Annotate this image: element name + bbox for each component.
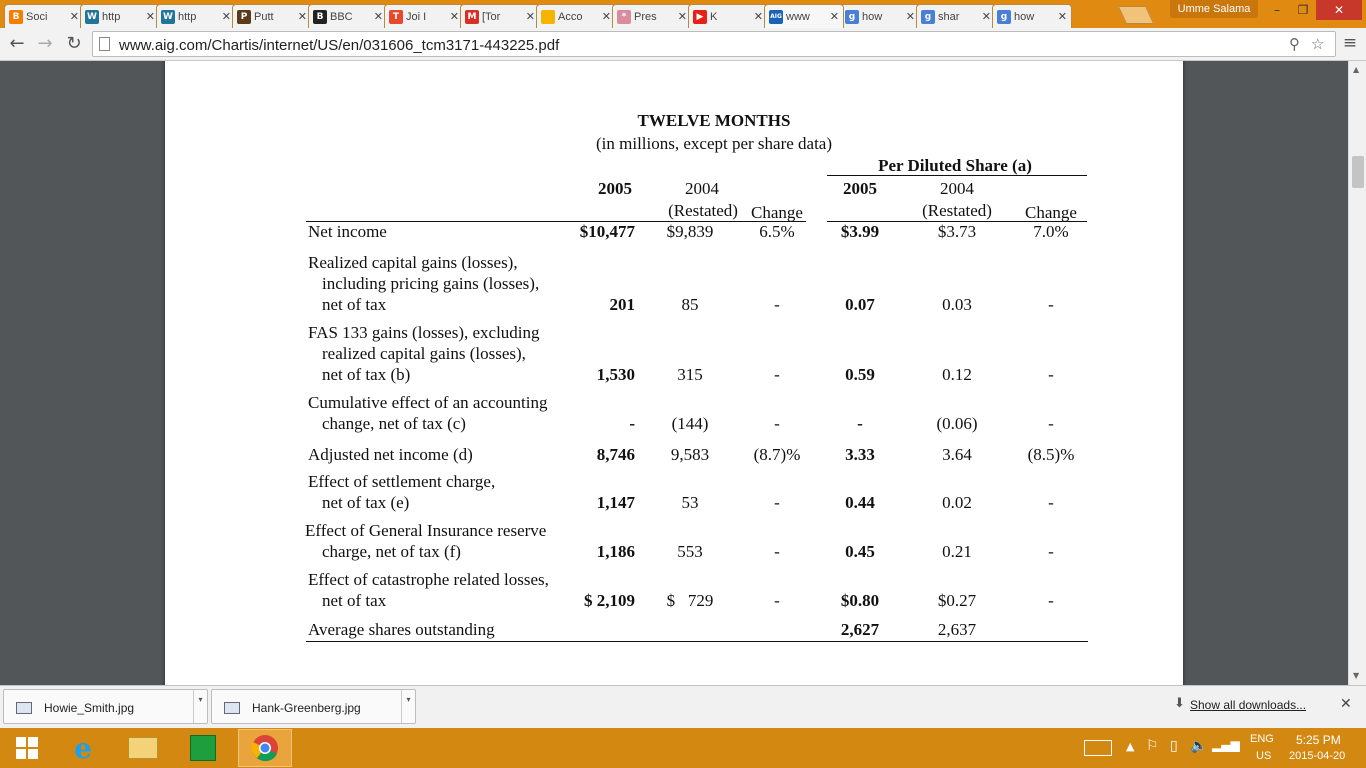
vertical-scrollbar[interactable] (1348, 61, 1366, 685)
keyboard-icon[interactable] (1084, 740, 1112, 756)
cell-ps-change: (8.5)% (1027, 445, 1075, 464)
address-bar[interactable] (92, 31, 1336, 57)
cell-ps-change: - (1048, 365, 1054, 384)
browser-tab[interactable] (460, 4, 540, 28)
browser-tab[interactable] (156, 4, 236, 28)
clock-time[interactable]: 5:25 PM (1296, 733, 1341, 747)
close-tab-icon[interactable]: ✕ (753, 10, 763, 23)
browser-tab[interactable] (840, 4, 920, 28)
wordpress-icon: W (85, 10, 99, 24)
cell-2005: $ 2,109 (584, 591, 635, 610)
cell-ps-2005: 0.07 (845, 295, 875, 314)
col-ps-change: Change (1025, 203, 1077, 222)
new-tab-button[interactable] (1118, 6, 1154, 24)
start-button[interactable] (0, 729, 54, 767)
chrome-logo-icon (251, 734, 279, 762)
cell-ps-2004: 0.02 (942, 493, 972, 512)
cell-2005: $10,477 (579, 222, 635, 241)
tab-title: http (102, 10, 121, 23)
cell-change: - (774, 493, 780, 512)
cell-change: - (774, 295, 780, 314)
pdf-viewport[interactable] (0, 61, 1348, 685)
wordpress-icon: W (161, 10, 175, 24)
tab-title: Pres (634, 10, 657, 23)
cell-ps-2005: 2,627 (840, 620, 880, 639)
col-change: Change (751, 203, 803, 222)
download-filename[interactable]: Hank-Greenberg.jpg (252, 701, 361, 715)
region-indicator[interactable]: US (1256, 750, 1272, 762)
tab-title: K (710, 10, 718, 23)
cell-2004: 53 (681, 493, 699, 512)
row-label: net of tax (b) (322, 365, 411, 384)
cell-ps-2005: 0.59 (845, 365, 875, 384)
col-ps-2004-restated: (Restated) (922, 201, 992, 220)
cell-2004: 9,583 (670, 445, 710, 464)
row-label: Effect of catastrophe related losses, (308, 570, 549, 589)
bbc-icon: B (313, 10, 327, 24)
scroll-down-icon[interactable]: ▼ (1353, 671, 1360, 680)
tab-title: www (786, 10, 810, 23)
google-icon: g (845, 10, 859, 24)
network-signal-icon[interactable]: ▂▄▆ (1212, 738, 1240, 752)
close-tab-icon[interactable]: ✕ (525, 10, 535, 23)
internet-explorer-icon[interactable]: e (74, 731, 92, 765)
action-center-flag-icon[interactable]: ⚐ (1146, 738, 1159, 754)
download-arrow-icon: ⬇ (1174, 696, 1185, 711)
blogger-icon: B (9, 10, 23, 24)
col-2004-restated: (Restated) (668, 201, 738, 220)
cell-ps-2005: $3.99 (840, 222, 880, 241)
table-bottom-rule (306, 641, 1088, 642)
col-2004: 2004 (685, 179, 719, 198)
cell-ps-change: - (1048, 295, 1054, 314)
reload-icon[interactable]: ↻ (66, 33, 82, 54)
close-tab-icon[interactable]: ✕ (221, 10, 231, 23)
cell-ps-2005: 0.45 (845, 542, 875, 561)
per-share-header: Per Diluted Share (a) (878, 156, 1032, 175)
cell-ps-2004: 3.64 (942, 445, 972, 464)
windows-logo-icon (16, 737, 38, 759)
tab-title: how (1014, 10, 1035, 23)
cell-2005: 1,147 (596, 493, 635, 512)
cell-ps-2005: 0.44 (845, 493, 875, 512)
image-file-icon (224, 702, 240, 714)
close-tab-icon[interactable]: ✕ (1057, 10, 1067, 23)
bookmark-star-icon[interactable]: ☆ (1311, 35, 1325, 53)
download-filename[interactable]: Howie_Smith.jpg (44, 701, 135, 715)
zoom-icon[interactable]: ⚲ (1289, 35, 1300, 53)
close-tab-icon[interactable]: ✕ (449, 10, 459, 23)
show-hidden-icons-icon[interactable]: ▲ (1126, 740, 1135, 753)
tab-title: how (862, 10, 883, 23)
download-item[interactable] (3, 689, 208, 724)
browser-tab[interactable] (764, 4, 844, 28)
aig-icon: AIG (769, 10, 783, 24)
tab-title: [Tor (482, 10, 501, 23)
cell-change: - (774, 365, 780, 384)
forward-arrow-icon[interactable]: → (37, 33, 53, 54)
cell-change: - (774, 591, 780, 610)
browser-tab[interactable] (80, 4, 160, 28)
cell-ps-change: 7.0% (1033, 222, 1069, 241)
back-arrow-icon[interactable]: ← (9, 33, 25, 54)
windows-taskbar (0, 728, 1366, 768)
cell-2004: $9,839 (666, 222, 714, 241)
close-tab-icon[interactable]: ✕ (601, 10, 611, 23)
browser-toolbar (0, 28, 1366, 61)
page-icon (99, 37, 110, 51)
tab-title: Joi I (406, 10, 427, 23)
browser-tab[interactable] (4, 4, 84, 28)
close-tab-icon[interactable]: ✕ (981, 10, 991, 23)
tab-title: Putt (254, 10, 274, 23)
close-tab-icon[interactable]: ✕ (829, 10, 839, 23)
row-label: Realized capital gains (losses), (308, 253, 518, 272)
cell-change: (8.7)% (753, 445, 801, 464)
col-2005: 2005 (598, 179, 632, 198)
cell-2004: 553 (677, 542, 703, 561)
cell-2005: 201 (609, 295, 635, 314)
cell-2005: 1,530 (596, 365, 635, 384)
browser-tab[interactable] (612, 4, 692, 28)
close-tab-icon[interactable]: ✕ (69, 10, 79, 23)
cell-ps-2004: $0.27 (937, 591, 977, 610)
browser-tab[interactable] (384, 4, 464, 28)
browser-tab[interactable] (992, 4, 1072, 28)
cell-ps-2004: 0.12 (942, 365, 972, 384)
col-ps-2004: 2004 (940, 179, 974, 198)
close-tab-icon[interactable]: ✕ (373, 10, 383, 23)
download-menu-arrow-icon[interactable]: ▾ (193, 690, 207, 723)
chrome-icon[interactable] (238, 729, 292, 767)
putt-icon: P (237, 10, 251, 24)
row-label: change, net of tax (c) (322, 414, 466, 433)
close-downloads-icon[interactable]: ✕ (1340, 696, 1352, 712)
download-menu-arrow-icon[interactable]: ▾ (401, 690, 415, 723)
file-explorer-icon[interactable] (116, 729, 170, 767)
browser-tab[interactable] (536, 4, 616, 28)
row-label: net of tax (e) (322, 493, 410, 512)
close-tab-icon[interactable]: ✕ (297, 10, 307, 23)
toptal-icon: T (389, 10, 403, 24)
tab-title: Soci (26, 10, 48, 23)
row-label: realized capital gains (losses), (322, 344, 526, 363)
cell-2005: 8,746 (596, 445, 635, 464)
scroll-up-icon[interactable]: ▲ (1353, 65, 1360, 74)
download-item[interactable] (211, 689, 416, 724)
profile-button[interactable]: Umme Salama (1170, 0, 1258, 18)
show-all-downloads-link[interactable]: Show all downloads... (1190, 698, 1307, 712)
cell-ps-2004: (0.06) (936, 414, 978, 433)
scrollbar-thumb[interactable] (1352, 156, 1364, 188)
volume-icon[interactable]: 🔈 (1190, 738, 1208, 754)
cell-ps-change: - (1048, 591, 1054, 610)
close-window-icon[interactable]: ✕ (1316, 0, 1362, 20)
close-tab-icon[interactable]: ✕ (145, 10, 155, 23)
folder-icon (541, 10, 555, 24)
image-file-icon (16, 702, 32, 714)
tab-strip (0, 0, 1366, 28)
cell-ps-2004: 0.03 (942, 295, 972, 314)
cell-2004: 315 (677, 365, 703, 384)
close-tab-icon[interactable]: ✕ (905, 10, 915, 23)
pdf-page (165, 61, 1183, 685)
row-label: net of tax (322, 591, 387, 610)
language-indicator[interactable]: ENG (1250, 733, 1274, 745)
menu-icon[interactable]: ≡ (1342, 33, 1358, 53)
row-label: FAS 133 gains (losses), excluding (308, 323, 540, 342)
cell-2005: 1,186 (596, 542, 635, 561)
downloads-bar (0, 685, 1366, 728)
col-ps-2005: 2005 (843, 179, 877, 198)
cell-change: - (774, 542, 780, 561)
row-label: Cumulative effect of an accounting (308, 393, 548, 412)
cell-ps-2004: 0.21 (942, 542, 972, 561)
table-heading: TWELVE MONTHS (637, 111, 791, 130)
cell-change: - (774, 414, 780, 433)
row-label: Average shares outstanding (308, 620, 495, 639)
cell-2004: (144) (671, 414, 709, 433)
per-share-rule (827, 175, 1087, 176)
row-label: charge, net of tax (f) (322, 542, 461, 561)
power-icon[interactable]: ▯ (1170, 738, 1178, 754)
cell-ps-2005: 3.33 (845, 445, 875, 464)
restore-icon[interactable]: ❐ (1297, 3, 1309, 17)
browser-tab[interactable] (688, 4, 768, 28)
row-label: net of tax (322, 295, 387, 314)
table-subheading: (in millions, except per share data) (595, 134, 833, 153)
cell-ps-2005: $0.80 (840, 591, 880, 610)
cell-ps-change: - (1048, 414, 1054, 433)
browser-tab[interactable] (232, 4, 312, 28)
google-icon: g (997, 10, 1011, 24)
tab-title: BBC (330, 10, 353, 23)
close-tab-icon[interactable]: ✕ (677, 10, 687, 23)
gmail-icon: M (465, 10, 479, 24)
cell-2004: $ 729 (666, 591, 714, 610)
row-label: Effect of settlement charge, (308, 472, 496, 491)
row-label: Net income (308, 222, 387, 241)
url-text[interactable]: www.aig.com/Chartis/internet/US/en/031606_tcm3171-443225.pdf (119, 37, 560, 54)
row-label: Effect of General Insurance reserve (305, 521, 547, 540)
flower-icon: * (617, 10, 631, 24)
google-icon: g (921, 10, 935, 24)
browser-tab[interactable] (308, 4, 388, 28)
cell-ps-2005: - (857, 414, 863, 433)
cell-ps-2004: 2,637 (937, 620, 977, 639)
tab-title: shar (938, 10, 960, 23)
clock-date[interactable]: 2015-04-20 (1289, 750, 1346, 762)
minimize-icon[interactable]: – (1274, 3, 1280, 17)
cell-ps-change: - (1048, 542, 1054, 561)
cell-2005: - (629, 414, 635, 433)
row-label: including pricing gains (losses), (322, 274, 540, 293)
cell-2004: 85 (681, 295, 699, 314)
cell-change: 6.5% (759, 222, 795, 241)
store-icon[interactable] (176, 729, 230, 767)
cell-ps-change: - (1048, 493, 1054, 512)
tab-title: Acco (558, 10, 583, 23)
youtube-icon: ▶ (693, 10, 707, 24)
tab-title: http (178, 10, 197, 23)
row-label: Adjusted net income (d) (308, 445, 473, 464)
cell-ps-2004: $3.73 (937, 222, 977, 241)
browser-tab[interactable] (916, 4, 996, 28)
